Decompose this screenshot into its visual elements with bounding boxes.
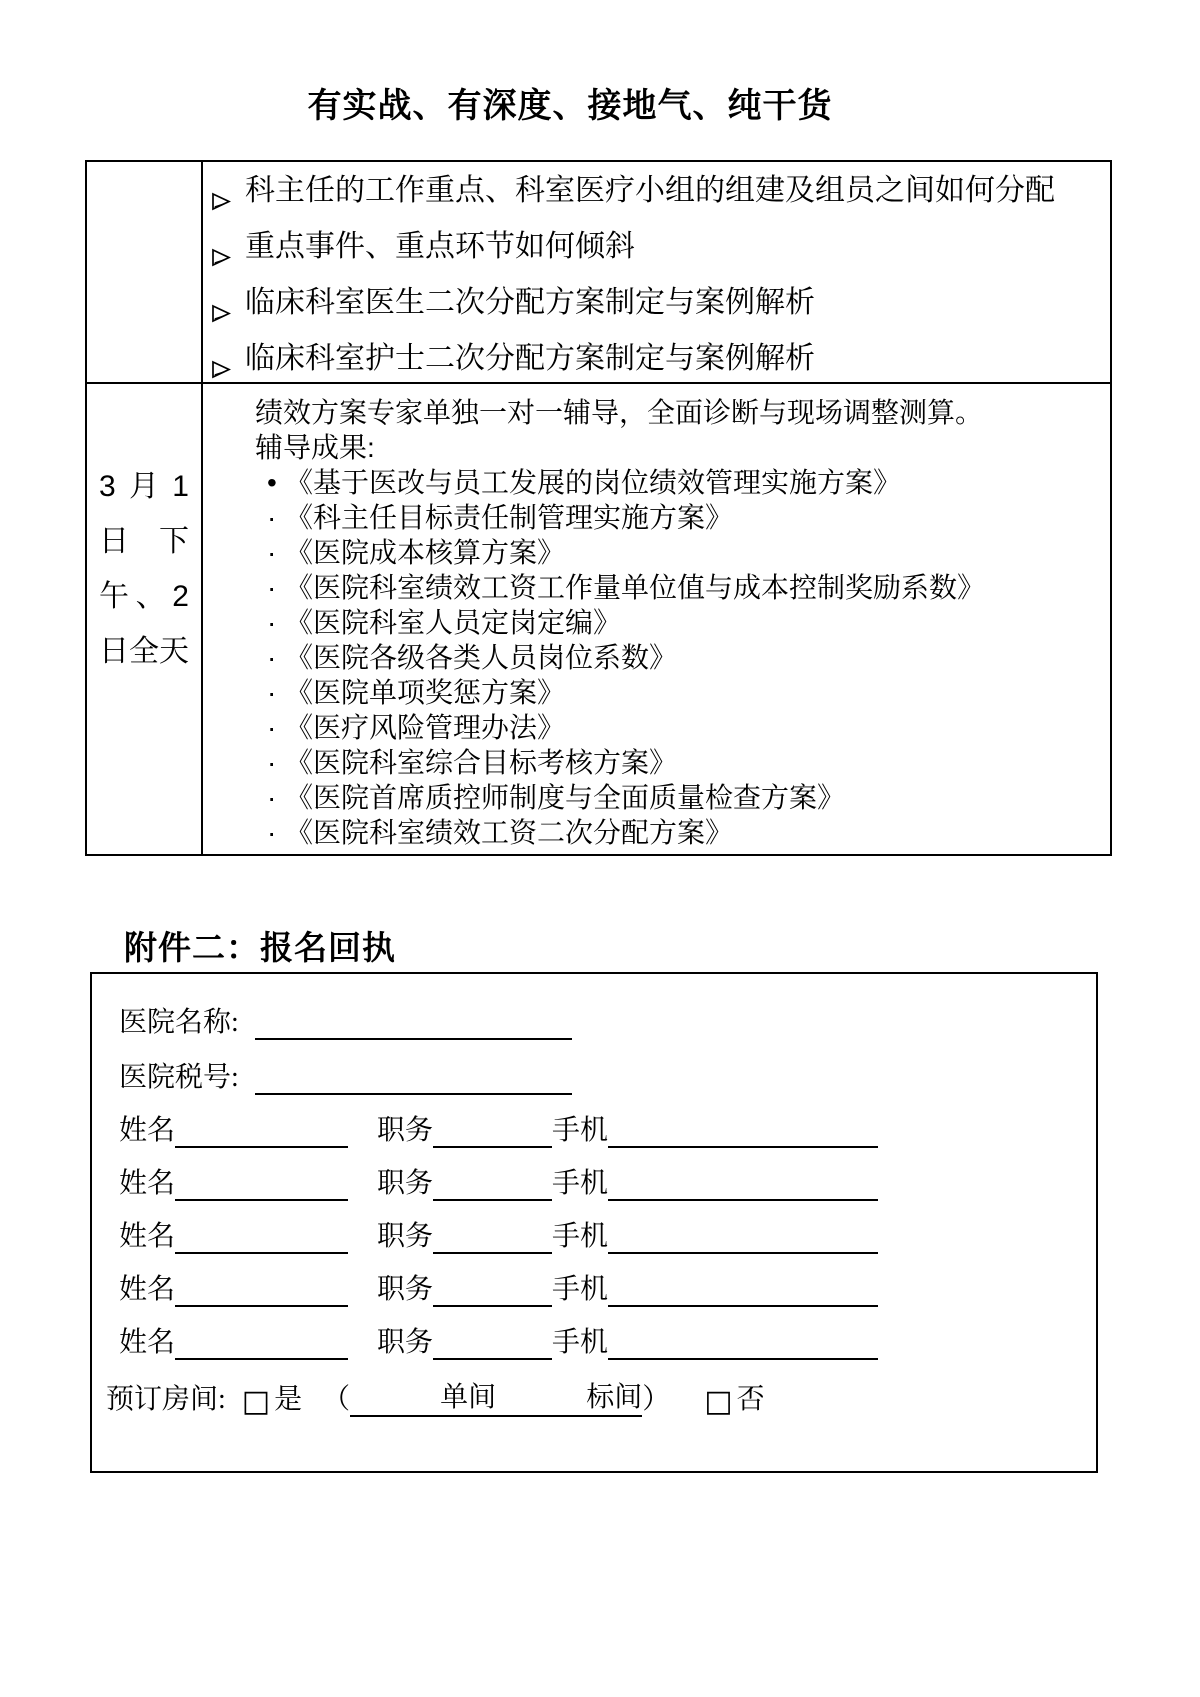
job-title-input-line[interactable] bbox=[433, 1277, 552, 1307]
deliverable-text: 《医院单项奖惩方案》 bbox=[285, 677, 566, 708]
deliverable-item bbox=[267, 465, 1102, 500]
registration-form bbox=[90, 972, 1098, 1473]
deliverable-item bbox=[267, 745, 1102, 780]
session-time-line: 3月1 bbox=[99, 470, 189, 503]
deliverable-item bbox=[267, 780, 1102, 815]
arrowhead-bullet-icon bbox=[211, 225, 245, 281]
name-label: 姓名 bbox=[119, 1221, 176, 1252]
deliverable-item bbox=[267, 535, 1102, 570]
booking-no-option bbox=[704, 1377, 764, 1417]
job-title-label: 职务 bbox=[377, 1274, 434, 1305]
session-time-cell bbox=[87, 382, 201, 854]
deliverable-text: 《基于医改与员工发展的岗位绩效管理实施方案》 bbox=[285, 467, 902, 498]
hospital-tax-label: 医院税号: bbox=[119, 1062, 239, 1093]
job-title-input-line[interactable] bbox=[433, 1330, 552, 1360]
agenda-item-text: 科主任的工作重点、科室医疗小组的组建及组员之间如何分配 bbox=[245, 174, 1055, 207]
phone-input-line[interactable] bbox=[608, 1224, 878, 1254]
room-booking-label: 预订房间: bbox=[106, 1384, 226, 1415]
dot-bullet-icon: · bbox=[267, 537, 277, 568]
coaching-intro-line: 辅导成果: bbox=[255, 432, 375, 463]
phone-label: 手机 bbox=[552, 1274, 609, 1305]
agenda-bullet-list bbox=[201, 162, 1110, 382]
job-title-label: 职务 bbox=[377, 1221, 434, 1252]
room-booking-row bbox=[92, 1367, 1096, 1429]
attendee-row bbox=[92, 1314, 1096, 1367]
standard-room-count-input-line[interactable] bbox=[496, 1385, 586, 1415]
dot-bullet-icon: · bbox=[267, 782, 277, 813]
coaching-content-cell bbox=[201, 382, 1110, 854]
agenda-item bbox=[211, 225, 1096, 281]
job-title-label: 职务 bbox=[377, 1327, 434, 1358]
job-title-input-line[interactable] bbox=[433, 1171, 552, 1201]
deliverable-item bbox=[267, 640, 1102, 675]
coaching-intro bbox=[255, 395, 1102, 465]
name-input-line[interactable] bbox=[175, 1171, 348, 1201]
deliverable-text: 《医院科室人员定岗定编》 bbox=[285, 607, 622, 638]
deliverable-item bbox=[267, 710, 1102, 745]
deliverable-text: 《科主任目标责任制管理实施方案》 bbox=[285, 502, 734, 533]
phone-label: 手机 bbox=[552, 1115, 609, 1146]
arrowhead-bullet-icon bbox=[211, 337, 245, 382]
name-input-line[interactable] bbox=[175, 1330, 348, 1360]
job-title-input-line[interactable] bbox=[433, 1118, 552, 1148]
arrowhead-bullet-icon bbox=[211, 169, 245, 225]
phone-input-line[interactable] bbox=[608, 1277, 878, 1307]
phone-label: 手机 bbox=[552, 1221, 609, 1252]
phone-input-line[interactable] bbox=[608, 1118, 878, 1148]
standard-room-count-field bbox=[496, 1375, 642, 1417]
session-time-line: 午、2 bbox=[99, 580, 189, 613]
attendee-row bbox=[92, 1102, 1096, 1155]
deliverable-text: 《医院科室综合目标考核方案》 bbox=[285, 747, 678, 778]
name-label: 姓名 bbox=[119, 1274, 176, 1305]
deliverable-item bbox=[267, 815, 1102, 850]
checkbox-yes-icon[interactable]: □ bbox=[241, 1384, 271, 1419]
hospital-tax-row bbox=[92, 1047, 1096, 1102]
agenda-item bbox=[211, 337, 1096, 382]
deliverable-item bbox=[267, 605, 1102, 640]
phone-label: 手机 bbox=[552, 1327, 609, 1358]
job-title-label: 职务 bbox=[377, 1115, 434, 1146]
dot-bullet-icon: • bbox=[267, 467, 277, 498]
deliverable-text: 《医院科室绩效工资二次分配方案》 bbox=[285, 817, 734, 848]
dot-bullet-icon: · bbox=[267, 677, 277, 708]
booking-yes-option bbox=[242, 1377, 302, 1417]
attendee-row bbox=[92, 1208, 1096, 1261]
close-paren: ） bbox=[642, 1384, 671, 1415]
agenda-item-text: 临床科室护士二次分配方案制定与案例解析 bbox=[245, 342, 815, 375]
name-input-line[interactable] bbox=[175, 1224, 348, 1254]
agenda-item-text: 临床科室医生二次分配方案制定与案例解析 bbox=[245, 286, 815, 319]
dot-bullet-icon: · bbox=[267, 572, 277, 603]
dot-bullet-icon: · bbox=[267, 607, 277, 638]
single-room-label: 单间 bbox=[440, 1382, 497, 1413]
agenda-item-text: 重点事件、重点环节如何倾斜 bbox=[245, 230, 635, 263]
schedule-table bbox=[85, 160, 1112, 856]
time-cell-empty bbox=[87, 162, 201, 382]
name-label: 姓名 bbox=[119, 1327, 176, 1358]
deliverable-text: 《医院科室绩效工资工作量单位值与成本控制奖励系数》 bbox=[285, 572, 986, 603]
deliverable-item bbox=[267, 500, 1102, 535]
standard-room-label: 标间 bbox=[586, 1382, 643, 1413]
name-input-line[interactable] bbox=[175, 1277, 348, 1307]
dot-bullet-icon: · bbox=[267, 712, 277, 743]
deliverable-text: 《医院各级各类人员岗位系数》 bbox=[285, 642, 678, 673]
attachment-heading: 附件二：报名回执 bbox=[124, 929, 396, 966]
hospital-name-row bbox=[92, 992, 1096, 1047]
agenda-item bbox=[211, 281, 1096, 337]
deliverables-list bbox=[255, 465, 1102, 850]
booking-no-label: 否 bbox=[736, 1384, 765, 1415]
deliverable-text: 《医疗风险管理办法》 bbox=[285, 712, 566, 743]
phone-input-line[interactable] bbox=[608, 1171, 878, 1201]
deliverable-text: 《医院首席质控师制度与全面质量检查方案》 bbox=[285, 782, 846, 813]
session-time-line: 日全天 bbox=[99, 635, 189, 668]
deliverable-item bbox=[267, 570, 1102, 605]
dot-bullet-icon: · bbox=[267, 642, 277, 673]
booking-yes-label: 是 bbox=[274, 1384, 303, 1415]
open-paren: （ bbox=[322, 1384, 351, 1415]
name-input-line[interactable] bbox=[175, 1118, 348, 1148]
coaching-intro-line: 绩效方案专家单独一对一辅导，全面诊断与现场调整测算。 bbox=[255, 397, 984, 428]
deliverable-text: 《医院成本核算方案》 bbox=[285, 537, 566, 568]
job-title-label: 职务 bbox=[377, 1168, 434, 1199]
phone-input-line[interactable] bbox=[608, 1330, 878, 1360]
hospital-name-label: 医院名称: bbox=[119, 1007, 239, 1038]
dot-bullet-icon: · bbox=[267, 817, 277, 848]
page-title: 有实战、有深度、接地气、纯干货 bbox=[307, 88, 833, 125]
arrowhead-bullet-icon bbox=[211, 281, 245, 337]
checkbox-no-icon[interactable]: □ bbox=[704, 1384, 733, 1419]
deliverable-item bbox=[267, 675, 1102, 710]
dot-bullet-icon: · bbox=[267, 747, 277, 778]
single-room-count-field bbox=[350, 1375, 496, 1417]
hospital-name-input-line[interactable] bbox=[255, 1010, 572, 1040]
name-label: 姓名 bbox=[119, 1115, 176, 1146]
session-time-line: 日下 bbox=[99, 525, 189, 558]
attendee-row bbox=[92, 1261, 1096, 1314]
hospital-tax-input-line[interactable] bbox=[255, 1065, 572, 1095]
single-room-count-input-line[interactable] bbox=[350, 1385, 440, 1415]
attendee-row bbox=[92, 1155, 1096, 1208]
agenda-item bbox=[211, 169, 1096, 225]
name-label: 姓名 bbox=[119, 1168, 176, 1199]
dot-bullet-icon: · bbox=[267, 502, 277, 533]
phone-label: 手机 bbox=[552, 1168, 609, 1199]
job-title-input-line[interactable] bbox=[433, 1224, 552, 1254]
